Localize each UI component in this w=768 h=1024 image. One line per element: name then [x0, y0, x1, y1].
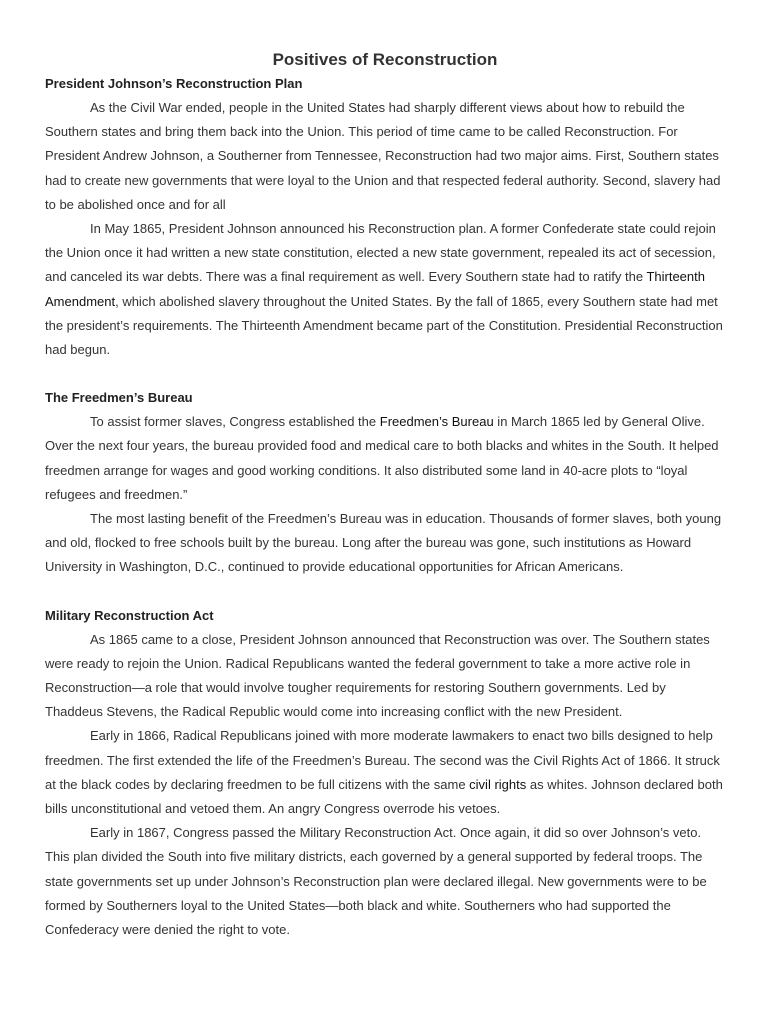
page-title: Positives of Reconstruction: [272, 50, 498, 69]
term-freedmens-bureau[interactable]: Freedmen’s Bureau: [379, 414, 494, 430]
paragraph-text: In May 1865, President Johnson announced his Reconstruction plan. A former Confederate state could rejoin the Union once it had written a new state constitution, elected a new state government, repealed its act of secession, and canceled its war debts. There was a final requirement as well. Every Southern state had to ratify the: [45, 221, 716, 285]
paragraph-may-1865: [45, 217, 725, 362]
section-heading-military-act: Military Reconstruction Act: [45, 607, 214, 623]
section-heading-johnson-plan: President Johnson’s Reconstruction Plan: [45, 76, 303, 91]
term-thirteenth-amendment[interactable]: Thirteenth Amendment: [45, 269, 705, 309]
paragraph-lasting-benefit: The most lasting benefit of the Freedmen’s Bureau was in education. Thousands of former slaves, both young and old, flocked to free schools built by the bureau. Long after the bureau was gone, such institutions as Howard University in Washington, D.C., continued to provide educational opportunities for African Americans.: [45, 511, 722, 575]
paragraph-text: as whites. Johnson declared both bills unconstitutional and vetoed them. An angry Congress overrode his vetoes.: [45, 776, 723, 817]
paragraph-early-1867: Early in 1867, Congress passed the Military Reconstruction Act. Once again, it did so over Johnson’s veto. This plan divided the South into five military districts, each governed by a general supported by federal troops. The state governments set up under Johnson’s Reconstruction plan were declared illegal. New governments were to be formed by Southerners loyal to the United States—both black and white. Southerners who had supported the Confederacy were denied the right to vote.: [45, 825, 707, 938]
paragraph-text: Early in 1866, Radical Republicans joined with more moderate lawmakers to enact two bills designed to help freedmen. The first extended the life of the Freedmen’s Bureau. The second was the Civil Rights Act of 1866. It struck at the black codes by declaring freedmen to be full citizens with the same: [45, 728, 720, 792]
document-page: [45, 48, 725, 942]
section-heading-freedmens-bureau: The Freedmen’s Bureau: [45, 390, 193, 406]
paragraph-civil-war-ended: As the Civil War ended, people in the United States had sharply different views about how to rebuild the Southern states and bring them back into the Union. This period of time came to be called Reconstruction. For President Andrew Johnson, a Southerner from Tennessee, Reconstruction had two major aims. First, Southern states had to create new governments that were loyal to the Union and that respected federal authority. Second, slavery had to be abolished once and for all: [45, 100, 721, 212]
section-divider: [45, 362, 725, 386]
paragraph-early-1866: [45, 724, 725, 821]
paragraph-1865-close: As 1865 came to a close, President Johnson announced that Reconstruction was over. The Southern states were ready to rejoin the Union. Radical Republicans wanted the federal government to take a more active role in Reconstruction—a role that would involve tougher requirements for restoring Southern governments. Led by Thaddeus Stevens, the Radical Republic would come into increasing conflict with the new President.: [45, 631, 710, 720]
paragraph-text: To assist former slaves, Congress established the: [90, 414, 380, 430]
paragraph-text: in March 1865 led by General Olive. Over the next four years, the bureau provided food and medical care to both blacks and whites in the South. It helped freedmen arrange for wages and good working conditions. It also distributed some land in 40-acre plots to “loyal refugees and freedmen.”: [45, 414, 719, 502]
paragraph-text: , which abolished slavery throughout the United States. By the fall of 1865, every Southern state had met the president’s requirements. The Thirteenth Amendment became part of the Constitution. Presidential Reconstruction had begun.: [45, 293, 723, 358]
term-civil-rights[interactable]: civil rights: [469, 776, 527, 792]
section-divider: [45, 580, 725, 604]
paragraph-assist-former-slaves: [45, 410, 725, 507]
